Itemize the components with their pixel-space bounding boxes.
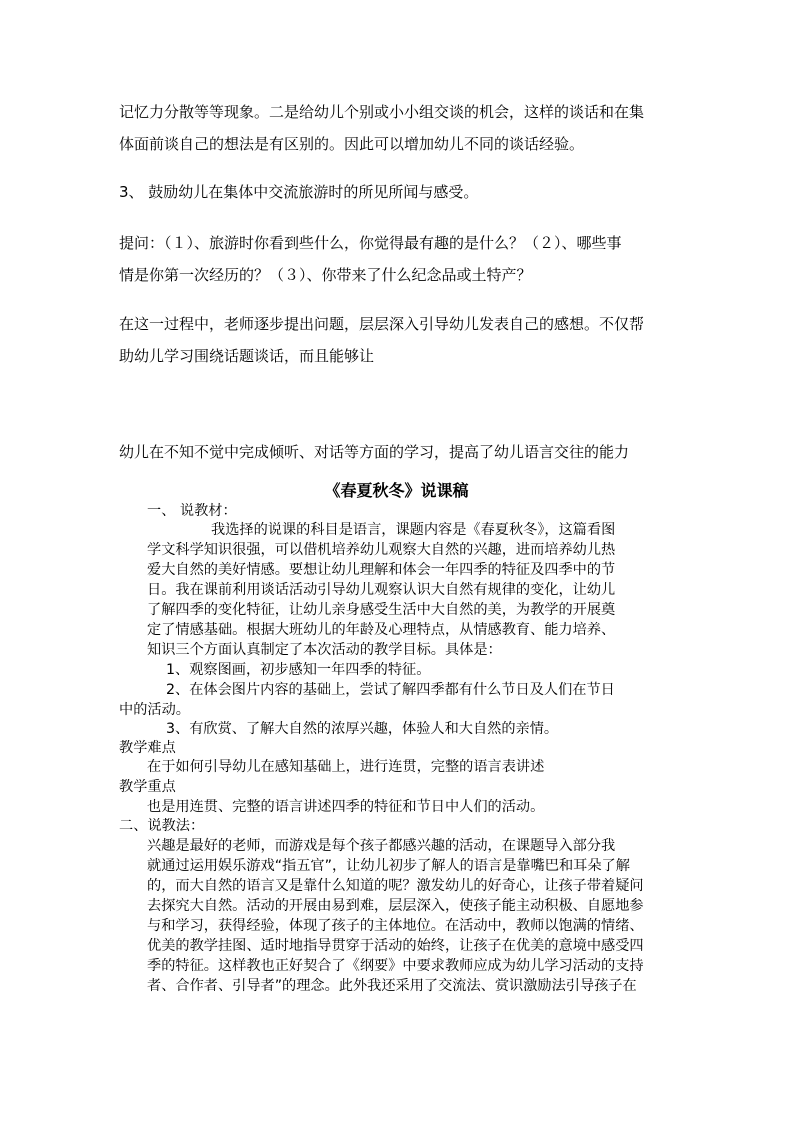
paragraph-line: 记忆力分散等等现象。二是给幼儿个别或小小组交谈的机会，这样的谈话和在集 <box>119 103 645 121</box>
subheading-focus: 教学重点 <box>119 779 176 795</box>
paragraph-line: 季的特征。这样教也正好契合了《纲要》中要求教师应成为幼儿学习活动的支持 <box>147 958 644 974</box>
paragraph-line: 了解四季的变化特征，让幼儿亲身感受生活中大自然的美，为教学的开展奠 <box>147 602 616 618</box>
paragraph-line: 日。我在课前利用谈话活动引导幼儿观察认识大自然有规律的变化，让幼儿 <box>147 582 616 598</box>
section-heading: 一、 说教材： <box>147 503 237 519</box>
paragraph-line: 优美的教学挂图、适时地指导贯穿于活动的始终，让孩子在优美的意境中感受四 <box>147 938 644 954</box>
paragraph-line: 在这一过程中，老师逐步提出问题，层层深入引导幼儿发表自己的感想。不仅帮 <box>119 315 645 333</box>
paragraph-line: 就通过运用娱乐游戏“指五官”，让幼儿初步了解人的语言是靠嘴巴和耳朵了解 <box>147 858 630 874</box>
paragraph-line: 定了情感基础。根据大班幼儿的年龄及心理特点，从情感教育、能力培养、 <box>147 622 616 638</box>
question-line: 情是你第一次经历的？（３）、你带来了什么纪念品或土特产？ <box>119 266 532 284</box>
paragraph-line: 助幼儿学习围绕话题谈话，而且能够让 <box>119 347 375 365</box>
paragraph-line: 在于如何引导幼儿在感知基础上，进行连贯，完整的语言表讲述 <box>147 759 545 775</box>
goal-item: 2、在体会图片内容的基础上，尝试了解四季都有什么节日及人们在节日 <box>166 682 615 698</box>
lesson-title: 《春夏秋冬》说课稿 <box>324 481 469 500</box>
paragraph-line: 幼儿在不知不觉中完成倾听、对话等方面的学习，提高了幼儿语言交往的能力 <box>119 443 630 461</box>
paragraph-line: 与和学习，获得经验，体现了孩子的主体地位。在活动中，教师以饱满的情绪、 <box>147 918 644 934</box>
paragraph-line: 学文科学知识很强，可以借机培养幼儿观察大自然的兴趣，进而培养幼儿热 <box>147 542 616 558</box>
paragraph-line: 去探究大自然。活动的开展由易到难，层层深入，使孩子能主动积极、自愿地参 <box>147 898 644 914</box>
paragraph-line: 兴趣是最好的老师，而游戏是每个孩子都感兴趣的活动，在课题导入部分我 <box>147 838 616 854</box>
paragraph-line: 者、合作者、引导者”的理念。此外我还采用了交流法、赏识激励法引导孩子在 <box>147 978 637 994</box>
goal-item-cont: 中的活动。 <box>119 702 190 718</box>
subheading-difficulty: 教学难点 <box>119 740 176 756</box>
question-line: 提问：（１）、旅游时你看到些什么，你觉得最有趣的是什么？（２）、哪些事 <box>119 234 622 252</box>
paragraph-line: 体面前谈自己的想法是有区别的。因此可以增加幼儿不同的谈话经验。 <box>119 135 585 153</box>
goal-item: 1、观察图画，初步感知一年四季的特征。 <box>166 662 431 678</box>
paragraph-line: 爱大自然的美好情感。要想让幼儿理解和体会一年四季的特征及四季中的节 <box>147 562 616 578</box>
paragraph-line: 知识三个方面认真制定了本次活动的教学目标。具体是： <box>147 642 502 658</box>
numbered-item: 3、 鼓励幼儿在集体中交流旅游时的所见所闻与感受。 <box>119 183 479 201</box>
paragraph-line: 的，而大自然的语言又是靠什么知道的呢？激发幼儿的好奇心，让孩子带着疑问 <box>147 878 644 894</box>
section-heading: 二、说教法： <box>119 818 205 834</box>
paragraph-line: 我选择的说课的科目是语言，课题内容是《春夏秋冬》，这篇看图 <box>211 522 616 538</box>
goal-item: 3、有欣赏、了解大自然的浓厚兴趣，体验人和大自然的亲情。 <box>166 721 559 737</box>
paragraph-line: 也是用连贯、完整的语言讲述四季的特征和节日中人们的活动。 <box>147 799 545 815</box>
